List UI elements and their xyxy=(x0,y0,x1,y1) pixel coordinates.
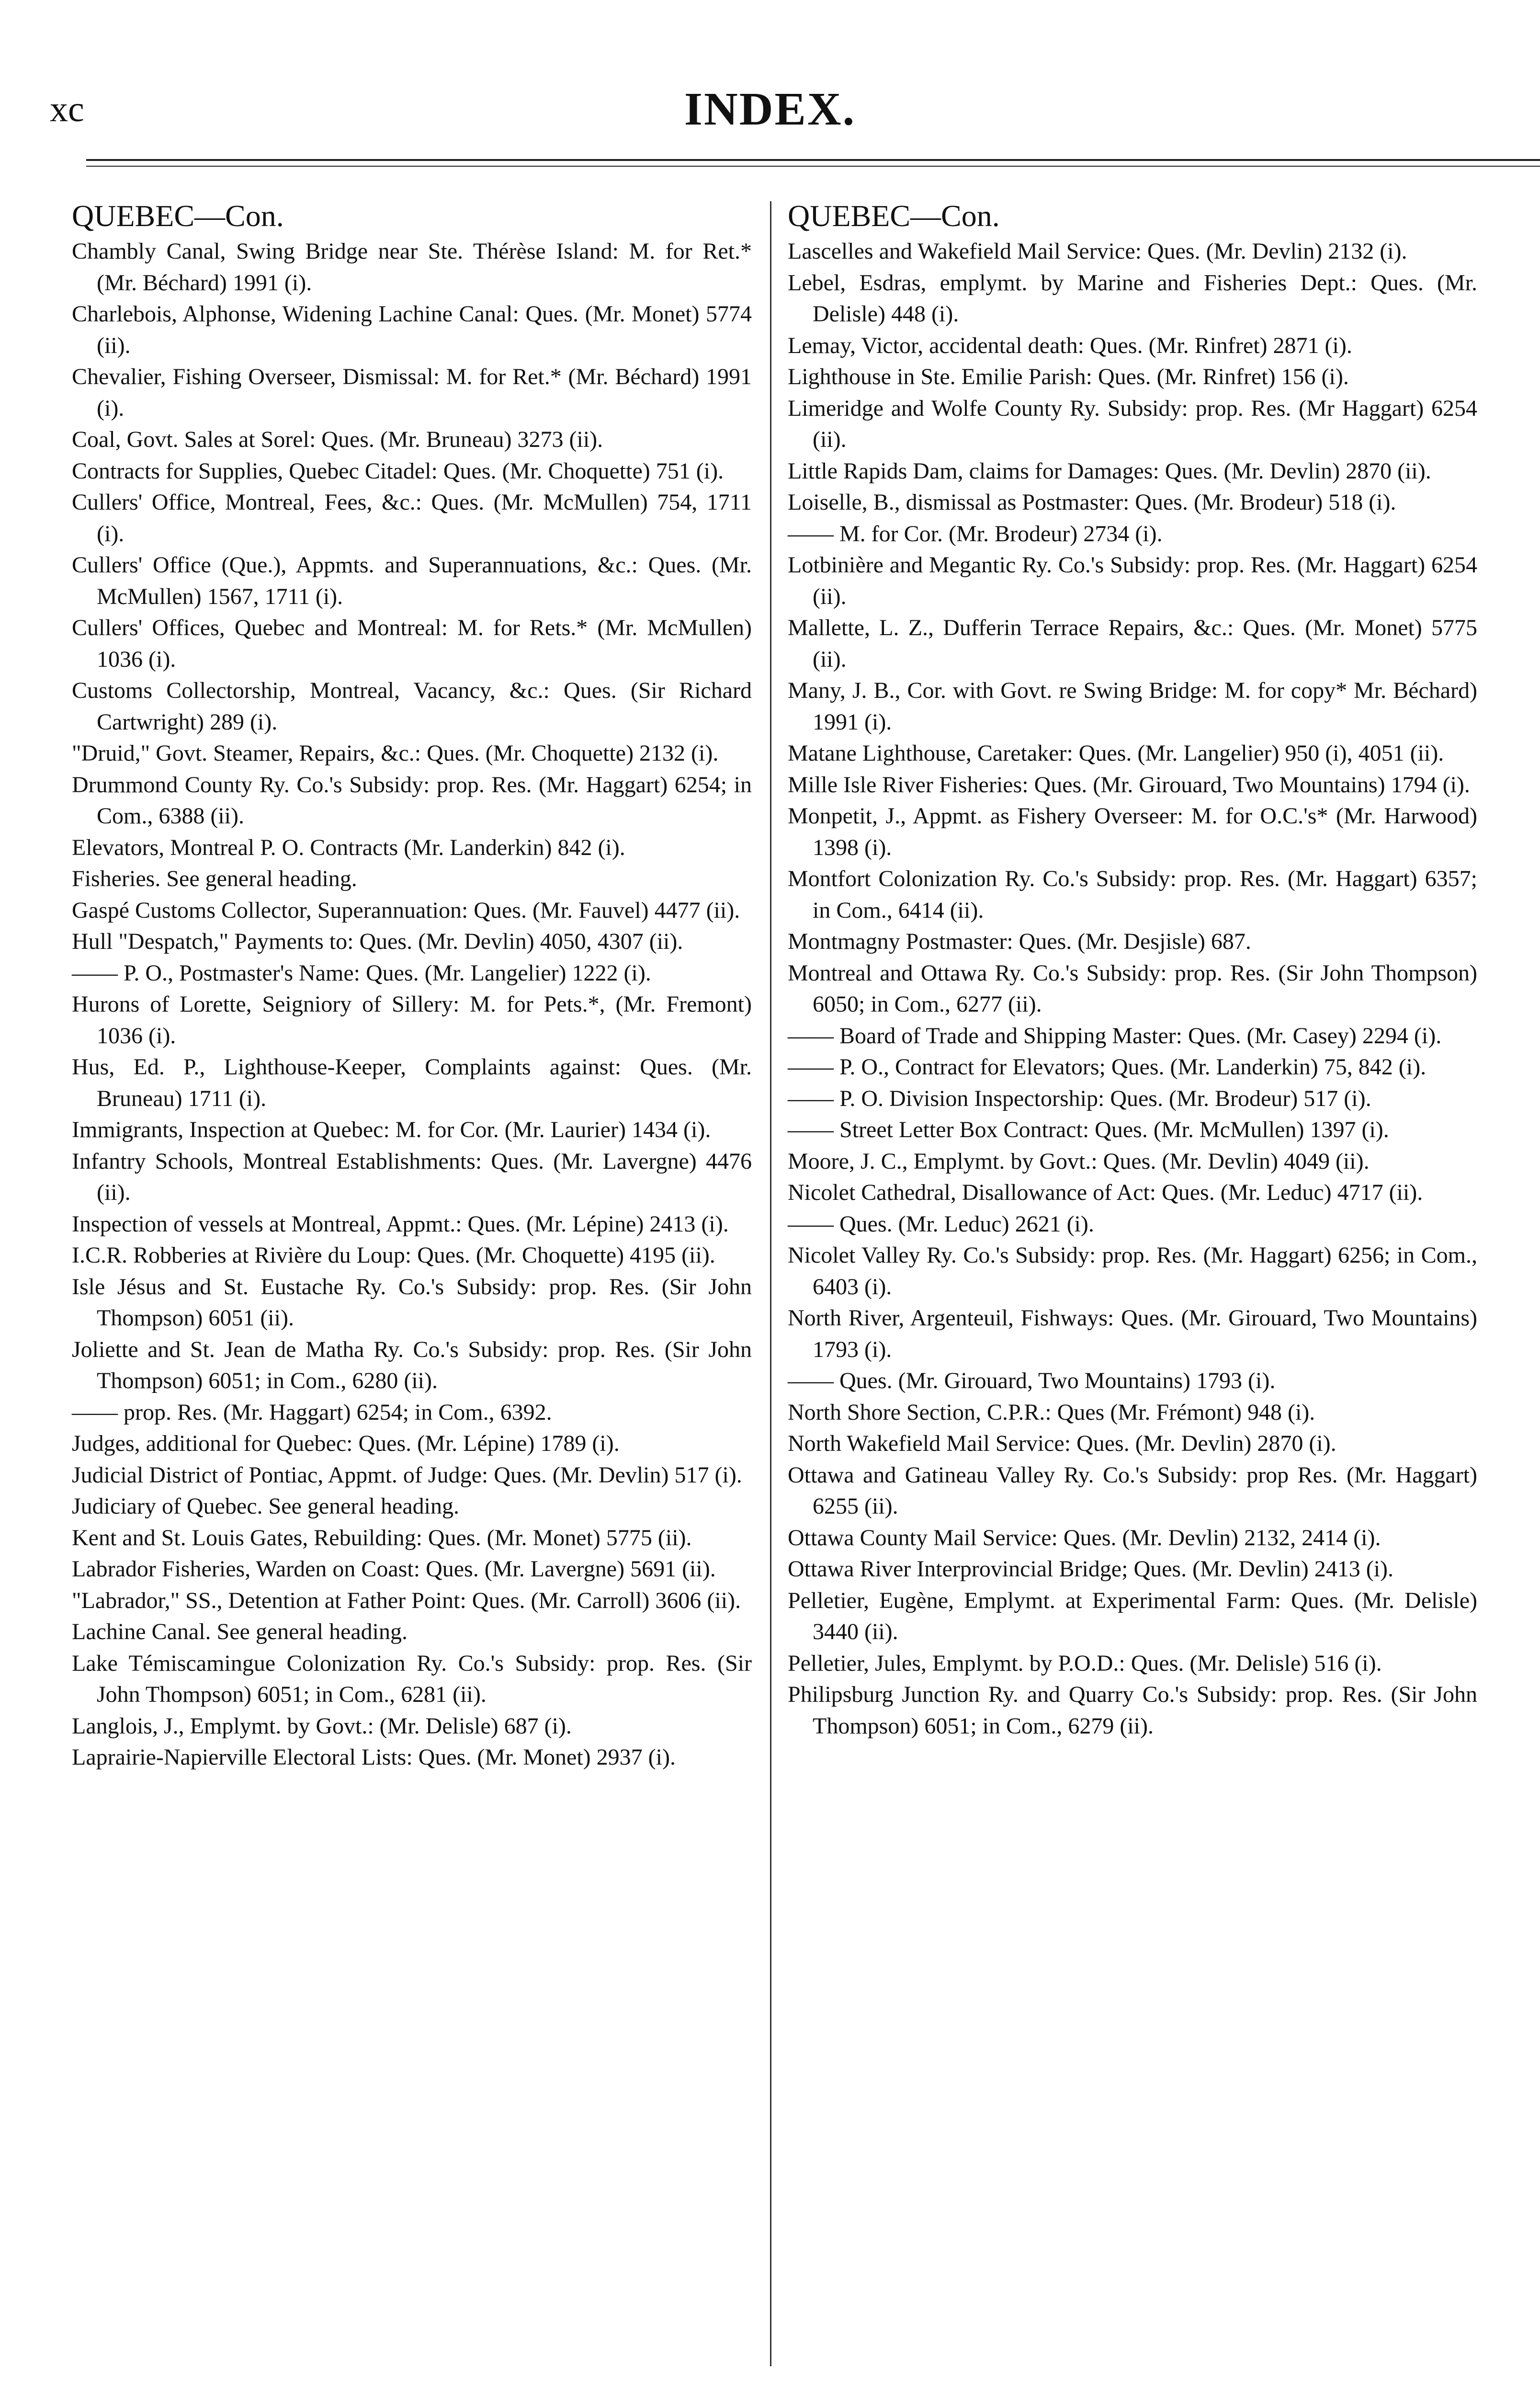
index-entry: Langlois, J., Emplymt. by Govt.: (Mr. Delisle) 687 (i). xyxy=(72,1713,572,1739)
index-entry: Cullers' Offices, Quebec and Montreal: M. for Rets.* (Mr. McMullen) 1036 (i). xyxy=(72,615,752,672)
index-entry: Charlebois, Alphonse, Widening Lachine Canal: Ques. (Mr. Monet) 5774 (ii). xyxy=(72,301,752,358)
index-entry: North Wakefield Mail Service: Ques. (Mr. Devlin) 2870 (i). xyxy=(788,1431,1336,1456)
index-entry: Lemay, Victor, accidental death: Ques. (Mr. Rinfret) 2871 (i). xyxy=(788,332,1352,358)
index-entry: Lighthouse in Ste. Emilie Parish: Ques. (Mr. Rinfret) 156 (i). xyxy=(788,364,1349,389)
index-entry: Cullers' Office (Que.), Appmts. and Superannuations, &c.: Ques. (Mr. McMullen) 1567, 1711 (i). xyxy=(72,552,752,609)
index-entry: Isle Jésus and St. Eustache Ry. Co.'s Subsidy: prop. Res. (Sir John Thompson) 6051 (ii). xyxy=(72,1274,752,1331)
index-entry: Joliette and St. Jean de Matha Ry. Co.'s Subsidy: prop. Res. (Sir John Thompson) 6051; in Com., 6280 (ii). xyxy=(72,1336,752,1393)
index-entry: Pelletier, Jules, Emplymt. by P.O.D.: Ques. (Mr. Delisle) 516 (i). xyxy=(788,1650,1382,1676)
page-title: INDEX. xyxy=(684,83,856,135)
index-entry: Immigrants, Inspection at Quebec: M. for Cor. (Mr. Laurier) 1434 (i). xyxy=(72,1117,711,1142)
index-entry: Matane Lighthouse, Caretaker: Ques. (Mr. Langelier) 950 (i), 4051 (ii). xyxy=(788,741,1444,766)
index-entry: —— Ques. (Mr. Girouard, Two Mountains) 1793 (i). xyxy=(788,1368,1276,1393)
header-rule-thin xyxy=(86,166,1540,167)
page-number: xc xyxy=(50,89,84,129)
index-entry: —— M. for Cor. (Mr. Brodeur) 2734 (i). xyxy=(788,521,1163,547)
index-entry: Lake Témiscamingue Colonization Ry. Co.'s Subsidy: prop. Res. (Sir John Thompson) 6051; in Com., 6281 (ii). xyxy=(72,1650,752,1707)
index-entry: Hus, Ed. P., Lighthouse-Keeper, Complaints against: Ques. (Mr. Bruneau) 1711 (i). xyxy=(72,1054,752,1111)
index-entry: Judicial District of Pontiac, Appmt. of Judge: Ques. (Mr. Devlin) 517 (i). xyxy=(72,1462,742,1488)
index-entry: Lotbinière and Megantic Ry. Co.'s Subsidy: prop. Res. (Mr. Haggart) 6254 (ii). xyxy=(788,552,1477,609)
index-entry: Chambly Canal, Swing Bridge near Ste. Thérèse Island: M. for Ret.* (Mr. Béchard) 1991 (i). xyxy=(72,239,752,296)
index-entry: Gaspé Customs Collector, Superannuation: Ques. (Mr. Fauvel) 4477 (ii). xyxy=(72,897,740,923)
index-entry: Judges, additional for Quebec: Ques. (Mr. Lépine) 1789 (i). xyxy=(72,1431,620,1456)
column-divider xyxy=(770,201,771,2366)
index-entry: —— Ques. (Mr. Leduc) 2621 (i). xyxy=(788,1211,1094,1237)
index-entry: Customs Collectorship, Montreal, Vacancy, &c.: Ques. (Sir Richard Cartwright) 289 (i). xyxy=(72,678,752,735)
index-entry: "Druid," Govt. Steamer, Repairs, &c.: Ques. (Mr. Choquette) 2132 (i). xyxy=(72,741,719,766)
index-entry: Mille Isle River Fisheries: Ques. (Mr. Girouard, Two Mountains) 1794 (i). xyxy=(788,772,1470,798)
index-entry: Cullers' Office, Montreal, Fees, &c.: Ques. (Mr. McMullen) 754, 1711 (i). xyxy=(72,490,752,547)
index-entry: Ottawa River Interprovincial Bridge; Ques. (Mr. Devlin) 2413 (i). xyxy=(788,1556,1394,1582)
index-entry: —— Street Letter Box Contract: Ques. (Mr. McMullen) 1397 (i). xyxy=(788,1117,1389,1142)
index-entry: Drummond County Ry. Co.'s Subsidy: prop. Res. (Mr. Haggart) 6254; in Com., 6388 (ii). xyxy=(72,772,752,829)
left-column-heading: QUEBEC—Con. xyxy=(72,199,284,233)
index-entry: North River, Argenteuil, Fishways: Ques. (Mr. Girouard, Two Mountains) 1793 (i). xyxy=(788,1305,1477,1362)
index-entry: Lascelles and Wakefield Mail Service: Ques. (Mr. Devlin) 2132 (i). xyxy=(788,239,1407,264)
index-entry: I.C.R. Robberies at Rivière du Loup: Ques. (Mr. Choquette) 4195 (ii). xyxy=(72,1243,715,1268)
index-entry: North Shore Section, C.P.R.: Ques (Mr. Frémont) 948 (i). xyxy=(788,1399,1315,1425)
index-entry: Nicolet Cathedral, Disallowance of Act: Ques. (Mr. Leduc) 4717 (ii). xyxy=(788,1180,1423,1205)
index-entry: Hurons of Lorette, Seigniory of Sillery: M. for Pets.*, (Mr. Fremont) 1036 (i). xyxy=(72,992,752,1049)
index-entry: Loiselle, B., dismissal as Postmaster: Ques. (Mr. Brodeur) 518 (i). xyxy=(788,490,1396,515)
index-entry: Montfort Colonization Ry. Co.'s Subsidy: prop. Res. (Mr. Haggart) 6357; in Com., 6414 (ii). xyxy=(788,866,1477,923)
right-column-heading: QUEBEC—Con. xyxy=(788,199,1000,233)
index-entry: Hull "Despatch," Payments to: Ques. (Mr. Devlin) 4050, 4307 (ii). xyxy=(72,929,683,954)
index-entry: Lachine Canal. See general heading. xyxy=(72,1619,408,1644)
index-entry: Elevators, Montreal P. O. Contracts (Mr. Landerkin) 842 (i). xyxy=(72,834,625,860)
index-entry: Infantry Schools, Montreal Establishments: Ques. (Mr. Lavergne) 4476 (ii). xyxy=(72,1148,752,1205)
index-entry: Many, J. B., Cor. with Govt. re Swing Bridge: M. for copy* Mr. Béchard) 1991 (i). xyxy=(788,678,1477,735)
index-entry: Labrador Fisheries, Warden on Coast: Ques. (Mr. Lavergne) 5691 (ii). xyxy=(72,1556,716,1582)
index-entry: Chevalier, Fishing Overseer, Dismissal: M. for Ret.* (Mr. Béchard) 1991 (i). xyxy=(72,364,752,421)
index-entry: Nicolet Valley Ry. Co.'s Subsidy: prop. Res. (Mr. Haggart) 6256; in Com., 6403 (i). xyxy=(788,1243,1477,1300)
index-entry: Moore, J. C., Emplymt. by Govt.: Ques. (Mr. Devlin) 4049 (ii). xyxy=(788,1148,1370,1174)
index-entry: Contracts for Supplies, Quebec Citadel: Ques. (Mr. Choquette) 751 (i). xyxy=(72,458,724,484)
index-entry: —— P. O., Contract for Elevators; Ques. (Mr. Landerkin) 75, 842 (i). xyxy=(788,1054,1427,1080)
index-entry: —— P. O., Postmaster's Name: Ques. (Mr. Langelier) 1222 (i). xyxy=(72,960,651,986)
right-column xyxy=(788,200,1477,1742)
index-entry: "Labrador," SS., Detention at Father Point: Ques. (Mr. Carroll) 3606 (ii). xyxy=(72,1587,741,1613)
index-entry: Montmagny Postmaster: Ques. (Mr. Desjisle) 687. xyxy=(788,929,1251,954)
index-entry: Ottawa and Gatineau Valley Ry. Co.'s Subsidy: prop Res. (Mr. Haggart) 6255 (ii). xyxy=(788,1462,1477,1519)
index-entry: —— P. O. Division Inspectorship: Ques. (Mr. Brodeur) 517 (i). xyxy=(788,1085,1371,1111)
index-entry: Ottawa County Mail Service: Ques. (Mr. Devlin) 2132, 2414 (i). xyxy=(788,1525,1381,1551)
index-entry: Monpetit, J., Appmt. as Fishery Overseer: M. for O.C.'s* (Mr. Harwood) 1398 (i). xyxy=(788,803,1477,860)
index-entry: Judiciary of Quebec. See general heading. xyxy=(72,1494,459,1519)
index-entry: Little Rapids Dam, claims for Damages: Ques. (Mr. Devlin) 2870 (ii). xyxy=(788,458,1431,484)
header-rule xyxy=(86,159,1540,161)
index-entry: —— Board of Trade and Shipping Master: Ques. (Mr. Casey) 2294 (i). xyxy=(788,1023,1442,1049)
index-entry: Pelletier, Eugène, Emplymt. at Experimental Farm: Ques. (Mr. Delisle) 3440 (ii). xyxy=(788,1587,1477,1644)
index-entry: Coal, Govt. Sales at Sorel: Ques. (Mr. Bruneau) 3273 (ii). xyxy=(72,427,603,452)
left-entry-list xyxy=(72,236,752,1773)
index-entry: Laprairie-Napierville Electoral Lists: Ques. (Mr. Monet) 2937 (i). xyxy=(72,1745,676,1770)
index-entry: Kent and St. Louis Gates, Rebuilding: Ques. (Mr. Monet) 5775 (ii). xyxy=(72,1525,692,1551)
index-entry: Philipsburg Junction Ry. and Quarry Co.'s Subsidy: prop. Res. (Sir John Thompson) 6051; in Com., 6279 (ii). xyxy=(788,1682,1477,1739)
index-entry: Lebel, Esdras, emplymt. by Marine and Fisheries Dept.: Ques. (Mr. Delisle) 448 (i). xyxy=(788,270,1477,327)
index-entry: Inspection of vessels at Montreal, Appmt.: Ques. (Mr. Lépine) 2413 (i). xyxy=(72,1211,729,1237)
index-entry: Fisheries. See general heading. xyxy=(72,866,357,891)
index-entry: —— prop. Res. (Mr. Haggart) 6254; in Com., 6392. xyxy=(72,1399,552,1425)
index-entry: Limeridge and Wolfe County Ry. Subsidy: prop. Res. (Mr Haggart) 6254 (ii). xyxy=(788,395,1477,452)
left-column xyxy=(72,200,752,1773)
right-entry-list xyxy=(788,236,1477,1742)
index-entry: Mallette, L. Z., Dufferin Terrace Repairs, &c.: Ques. (Mr. Monet) 5775 (ii). xyxy=(788,615,1477,672)
index-entry: Montreal and Ottawa Ry. Co.'s Subsidy: prop. Res. (Sir John Thompson) 6050; in Com., 6277 (ii). xyxy=(788,960,1477,1017)
